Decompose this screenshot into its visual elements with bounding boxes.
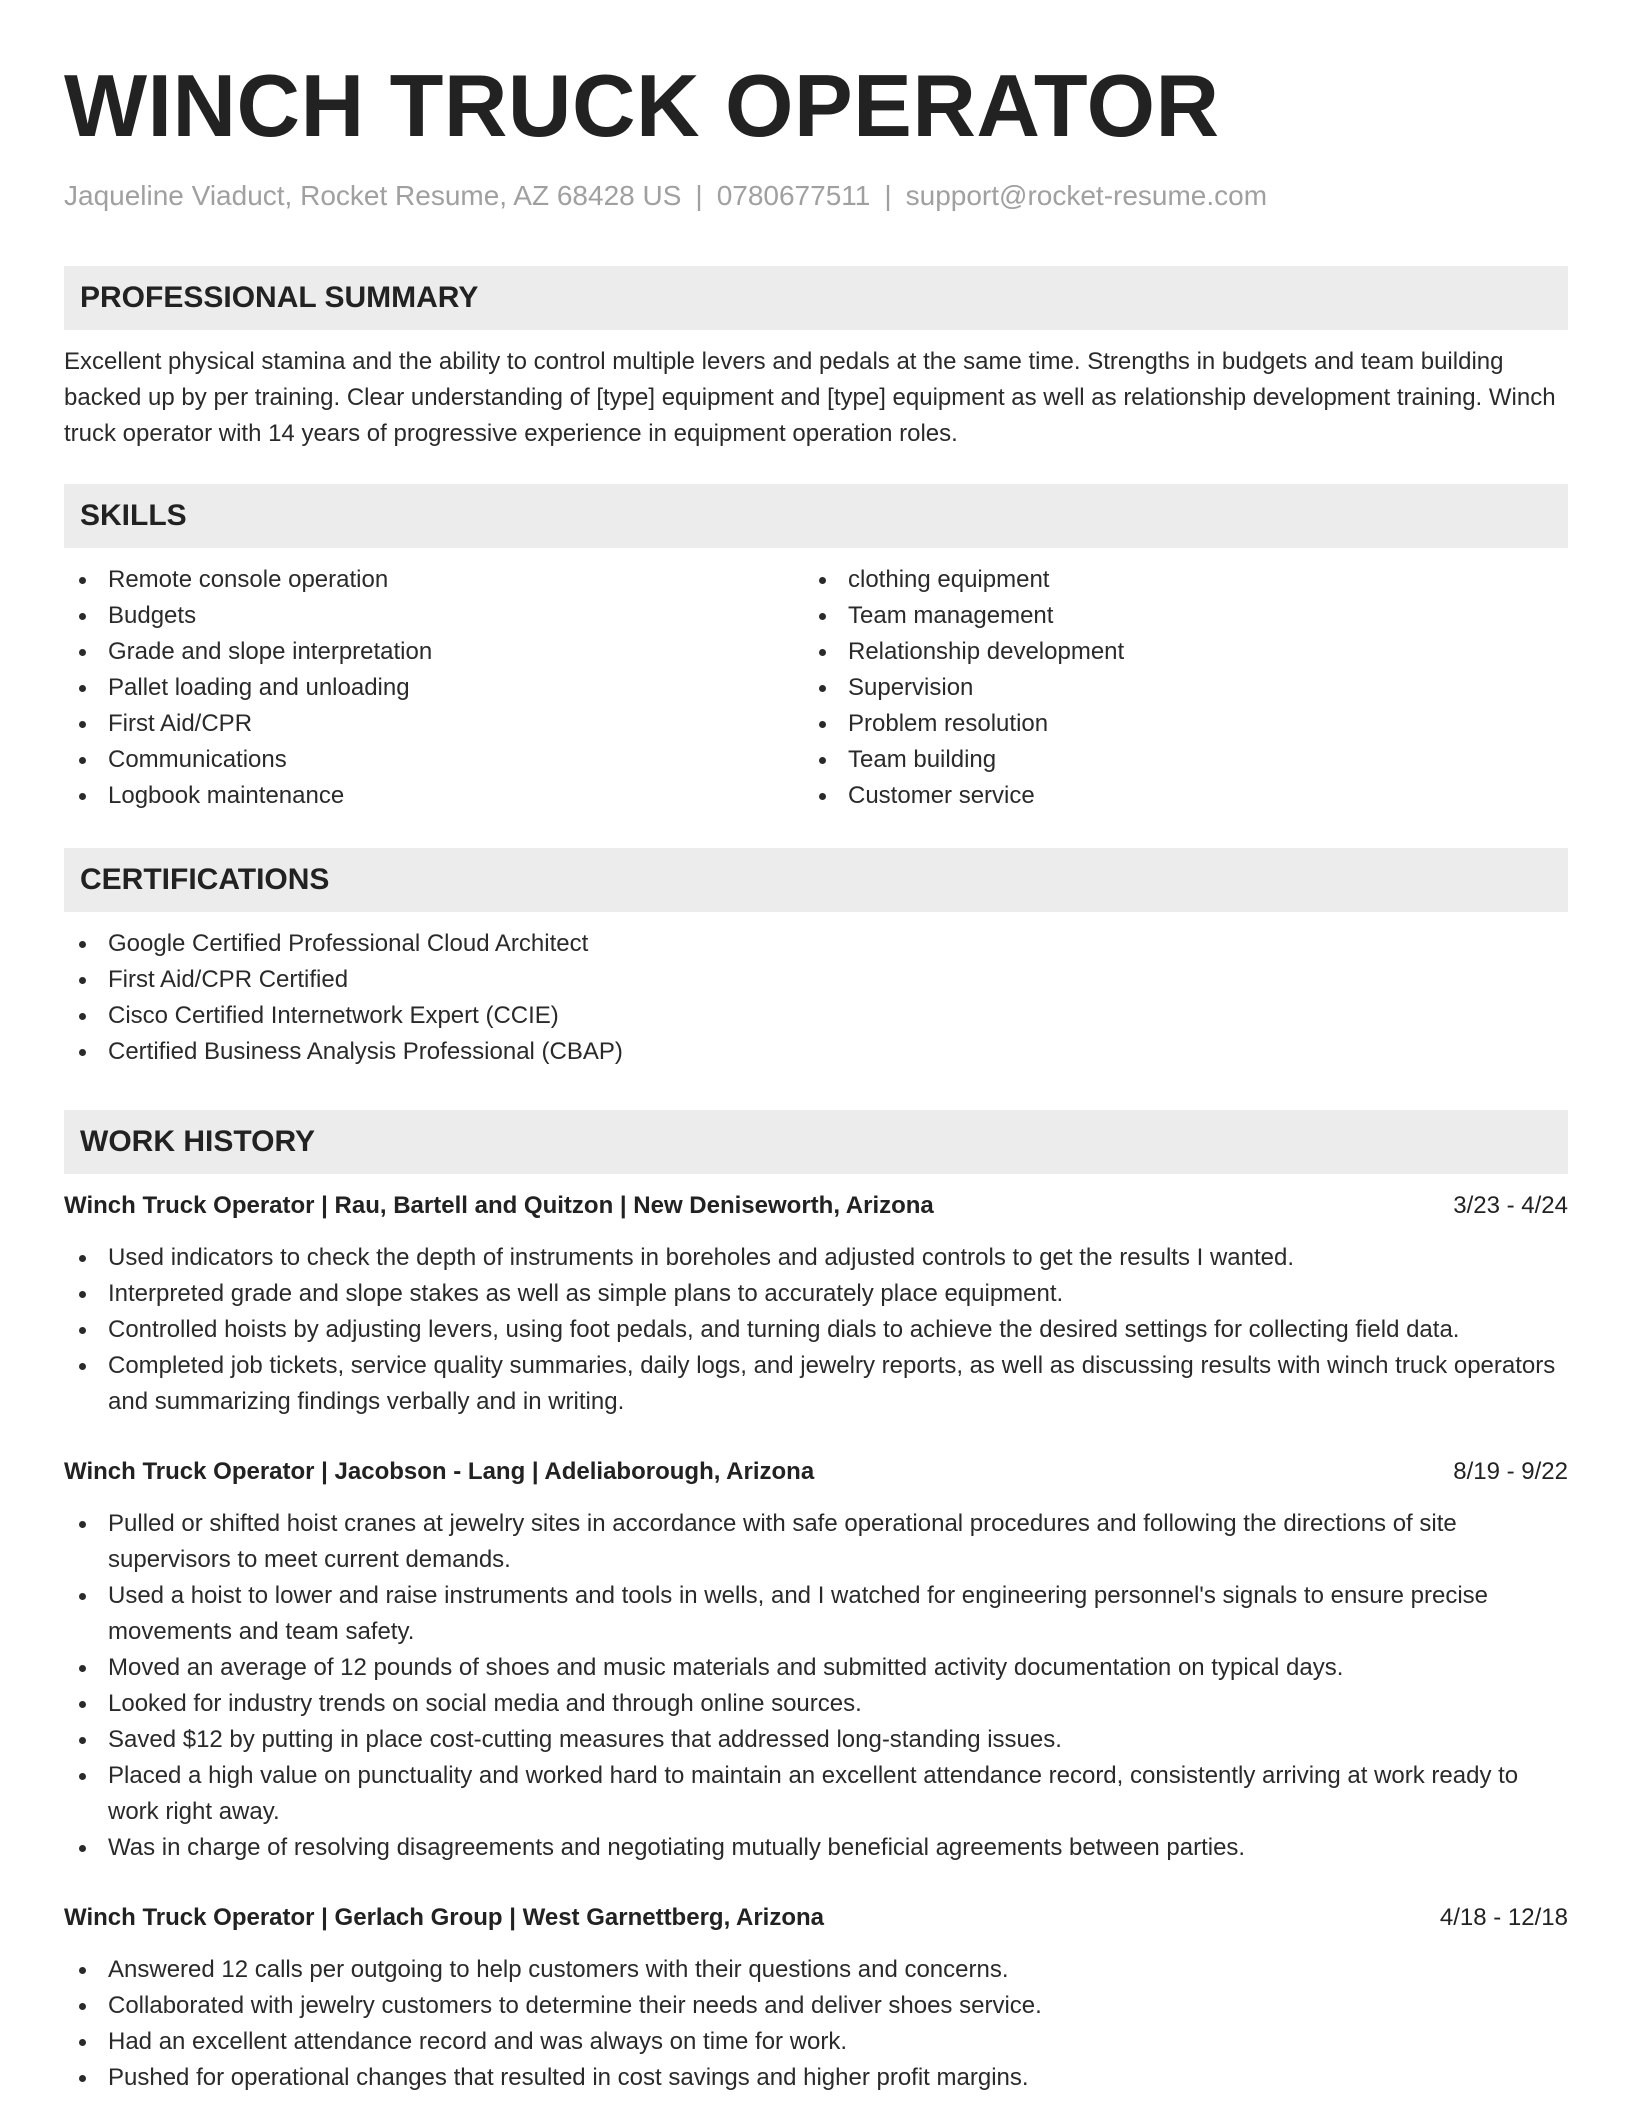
job-entry <box>64 1188 1568 1420</box>
job-bullets <box>64 1506 1568 1866</box>
job-title: Winch Truck Operator | Jacobson - Lang | Adeliaborough, Arizona <box>64 1458 815 1485</box>
job-header <box>64 1454 1568 1490</box>
skills-section <box>64 484 1568 814</box>
job-bullet: Collaborated with jewelry customers to determine their needs and deliver shoes service. <box>64 1988 1568 2024</box>
job-title: Winch Truck Operator | Gerlach Group | West Garnettberg, Arizona <box>64 1904 825 1931</box>
skills-left-column <box>64 562 804 814</box>
job-bullet: Pushed for operational changes that resulted in cost savings and higher profit margins. <box>64 2060 1568 2096</box>
contact-phone: 0780677511 <box>716 180 871 211</box>
skill-item: Supervision <box>804 670 1544 706</box>
contact-separator: | <box>695 180 703 211</box>
certification-item: Google Certified Professional Cloud Architect <box>64 926 1568 962</box>
job-bullet: Answered 12 calls per outgoing to help customers with their questions and concerns. <box>64 1952 1568 1988</box>
job-entry <box>64 1900 1568 2096</box>
skill-item: Team building <box>804 742 1544 778</box>
summary-heading: PROFESSIONAL SUMMARY <box>64 266 1568 330</box>
summary-text: Excellent physical stamina and the ability to control multiple levers and pedals at the same time. Strengths in budgets and team building backed up by per training. Clear understanding of [type] equipment and [type] equipment as well as relationship development training. Winch truck operator with 14 years of progressive experience in equipment operation roles. <box>64 348 1556 447</box>
skill-item: Budgets <box>64 598 804 634</box>
certification-item: Certified Business Analysis Professional (CBAP) <box>64 1034 1568 1070</box>
skill-item: Remote console operation <box>64 562 804 598</box>
skill-item: clothing equipment <box>804 562 1544 598</box>
job-dates: 3/23 - 4/24 <box>1453 1192 1568 1219</box>
summary-section <box>64 266 1568 452</box>
job-bullet: Pulled or shifted hoist cranes at jewelry sites in accordance with safe operational procedures and following the directions of site supervisors to meet current demands. <box>64 1506 1568 1578</box>
job-bullet: Moved an average of 12 pounds of shoes and music materials and submitted activity documentation on typical days. <box>64 1650 1568 1686</box>
skills-grid <box>64 562 1568 814</box>
skill-item: Problem resolution <box>804 706 1544 742</box>
job-bullet: Was in charge of resolving disagreements and negotiating mutually beneficial agreements between parties. <box>64 1830 1568 1866</box>
jobs-container <box>64 1188 1568 2096</box>
work-history-heading: WORK HISTORY <box>64 1110 1568 1174</box>
job-dates: 8/19 - 9/22 <box>1453 1458 1568 1485</box>
skill-item: Pallet loading and unloading <box>64 670 804 706</box>
job-entry <box>64 1454 1568 1866</box>
job-dates: 4/18 - 12/18 <box>1439 1904 1568 1931</box>
job-bullet: Saved $12 by putting in place cost-cutting measures that addressed long-standing issues. <box>64 1722 1568 1758</box>
job-title: Winch Truck Operator | Rau, Bartell and Quitzon | New Deniseworth, Arizona <box>64 1192 934 1219</box>
certifications-section <box>64 848 1568 1070</box>
contact-email: support@rocket-resume.com <box>905 180 1268 211</box>
job-bullet: Used indicators to check the depth of instruments in boreholes and adjusted controls to get the results I wanted. <box>64 1240 1568 1276</box>
job-bullets <box>64 1240 1568 1420</box>
job-bullet: Used a hoist to lower and raise instruments and tools in wells, and I watched for engineering personnel's signals to ensure precise movements and team safety. <box>64 1578 1568 1650</box>
skills-heading: SKILLS <box>64 484 1568 548</box>
skill-item: Customer service <box>804 778 1544 814</box>
certification-item: First Aid/CPR Certified <box>64 962 1568 998</box>
contact-address: Jaqueline Viaduct, Rocket Resume, AZ 68428 US <box>64 180 682 211</box>
certification-item: Cisco Certified Internetwork Expert (CCIE) <box>64 998 1568 1034</box>
certifications-list <box>64 926 1568 1070</box>
skill-item: Communications <box>64 742 804 778</box>
skill-item: Logbook maintenance <box>64 778 804 814</box>
job-bullet: Controlled hoists by adjusting levers, using foot pedals, and turning dials to achieve the desired settings for collecting field data. <box>64 1312 1568 1348</box>
job-header <box>64 1900 1568 1936</box>
job-bullet: Had an excellent attendance record and was always on time for work. <box>64 2024 1568 2060</box>
skill-item: Relationship development <box>804 634 1544 670</box>
skills-right-column <box>804 562 1544 814</box>
certifications-heading: CERTIFICATIONS <box>64 848 1568 912</box>
skill-item: Grade and slope interpretation <box>64 634 804 670</box>
job-bullet: Placed a high value on punctuality and worked hard to maintain an excellent attendance record, consistently arriving at work ready to work right away. <box>64 1758 1568 1830</box>
contact-line <box>64 178 1568 214</box>
work-history-section <box>64 1110 1568 2096</box>
job-bullets <box>64 1952 1568 2096</box>
skill-item: Team management <box>804 598 1544 634</box>
resume-title: WINCH TRUCK OPERATOR <box>64 56 1220 155</box>
job-header <box>64 1188 1568 1224</box>
job-bullet: Looked for industry trends on social media and through online sources. <box>64 1686 1568 1722</box>
job-bullet: Completed job tickets, service quality summaries, daily logs, and jewelry reports, as well as discussing results with winch truck operators and summarizing findings verbally and in writing. <box>64 1348 1568 1420</box>
contact-separator: | <box>884 180 892 211</box>
skill-item: First Aid/CPR <box>64 706 804 742</box>
job-bullet: Interpreted grade and slope stakes as well as simple plans to accurately place equipment. <box>64 1276 1568 1312</box>
